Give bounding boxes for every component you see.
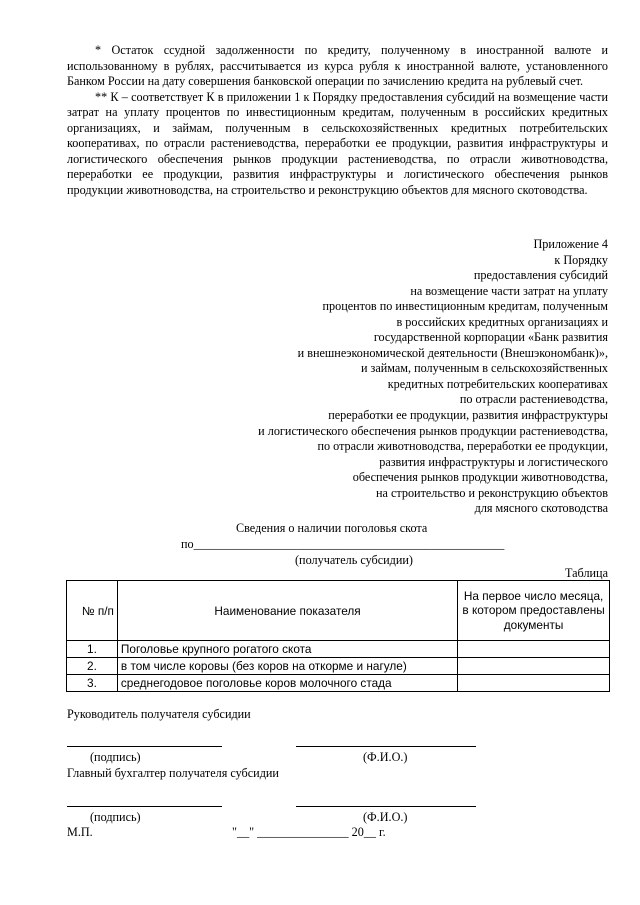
table-label: Таблица — [565, 566, 608, 580]
row-value[interactable] — [458, 641, 610, 658]
footnotes — [67, 43, 608, 198]
table-row — [67, 658, 610, 675]
head-fio-caption: (Ф.И.О.) — [363, 750, 408, 764]
appendix-line: развития инфраструктуры и логистического — [379, 454, 608, 469]
header-number: № п/п — [67, 581, 118, 641]
row-number: 1. — [67, 641, 118, 658]
table-header-row — [67, 581, 610, 641]
accountant-fio-caption: (Ф.И.О.) — [363, 810, 408, 824]
appendix-line: на возмещение части затрат на уплату — [410, 283, 608, 298]
table-row — [67, 675, 610, 692]
row-indicator: в том числе коровы (без коров на откорме и нагуле) — [117, 658, 457, 675]
appendix-line: на строительство и реконструкцию объектов — [376, 485, 608, 500]
appendix-line: государственной корпорации «Банк развития — [373, 330, 608, 345]
appendix-line: Приложение 4 — [533, 237, 608, 251]
appendix-line: по отрасли растениеводства, — [459, 392, 608, 407]
appendix-line: кредитных потребительских кооперативах — [387, 376, 608, 391]
appendix-line: обеспечения рынков продукции животноводства, — [352, 470, 608, 485]
table-row — [67, 641, 610, 658]
appendix-line: в российских кредитных организациях и — [396, 314, 608, 329]
stamp-place: М.П. — [67, 825, 93, 839]
accountant-sign-caption: (подпись) — [90, 810, 141, 824]
appendix-line: по отрасли животноводства, переработки ее продукции, — [317, 439, 608, 454]
row-value[interactable] — [458, 675, 610, 692]
livestock-table — [66, 580, 610, 692]
footnote-2: ** К – соответствует К в приложении 1 к Порядку предоставления субсидий на возмещение части затрат на уплату процентов по инвестиционным кредитам, полученным в российских кредитных организациях, и займам, полученным в сельскохозяйственных кредитных потребительских кооперативах, по отрасли растениеводства, переработки ее продукции, развития инфраструктуры и логистического обеспечения рынков продукции растениеводства, по отрасли животноводства, переработки ее продукции, развития инфраструктуры и логистического обеспечения рынков продукции животноводства, на строительство и реконструкцию объектов для мясного скотоводства. — [67, 89, 608, 197]
appendix-line: и логистического обеспечения рынков продукции растениеводства, — [258, 423, 608, 438]
head-sign-caption: (подпись) — [90, 750, 141, 764]
appendix-line: предоставления субсидий — [473, 268, 608, 283]
accountant-signature-line[interactable] — [67, 806, 222, 807]
head-label: Руководитель получателя субсидии — [67, 707, 251, 721]
header-indicator: Наименование показателя — [117, 581, 457, 641]
appendix-line: для мясного скотоводства — [474, 501, 608, 516]
accountant-fio-line[interactable] — [296, 806, 476, 807]
row-number: 2. — [67, 658, 118, 675]
head-signature-line[interactable] — [67, 746, 222, 747]
row-number: 3. — [67, 675, 118, 692]
accountant-label: Главный бухгалтер получателя субсидии — [67, 766, 279, 780]
appendix-line: к Порядку — [554, 252, 608, 267]
appendix-line: и внешнеэкономической деятельности (Внешэкономбанк)», — [297, 345, 608, 360]
recipient-line: по___________________________________________________ — [181, 537, 505, 551]
footnote-1: * Остаток ссудной задолженности по кредиту, полученному в иностранной валюте и использованному в рублях, рассчитывается из курса рубля к иностранной валюте, установленного Банком России на дату совершения банковской операции по зачислению кредита на рублевый счет. — [67, 43, 608, 88]
appendix-header — [258, 237, 608, 517]
row-indicator: Поголовье крупного рогатого скота — [117, 641, 457, 658]
date-line[interactable]: "__" _______________ 20__ г. — [232, 825, 386, 839]
appendix-line: процентов по инвестиционным кредитам, полученным — [322, 299, 608, 314]
recipient-caption: (получатель субсидии) — [295, 553, 413, 567]
row-value[interactable] — [458, 658, 610, 675]
document-title: Сведения о наличии поголовья скота — [236, 521, 428, 535]
appendix-line: и займам, полученным в сельскохозяйственных — [360, 361, 608, 376]
header-month-value: На первое число месяца, в котором предоставлены документы — [458, 581, 610, 641]
appendix-line: переработки ее продукции, развития инфраструктуры — [328, 408, 608, 423]
head-fio-line[interactable] — [296, 746, 476, 747]
row-indicator: среднегодовое поголовье коров молочного стада — [117, 675, 457, 692]
